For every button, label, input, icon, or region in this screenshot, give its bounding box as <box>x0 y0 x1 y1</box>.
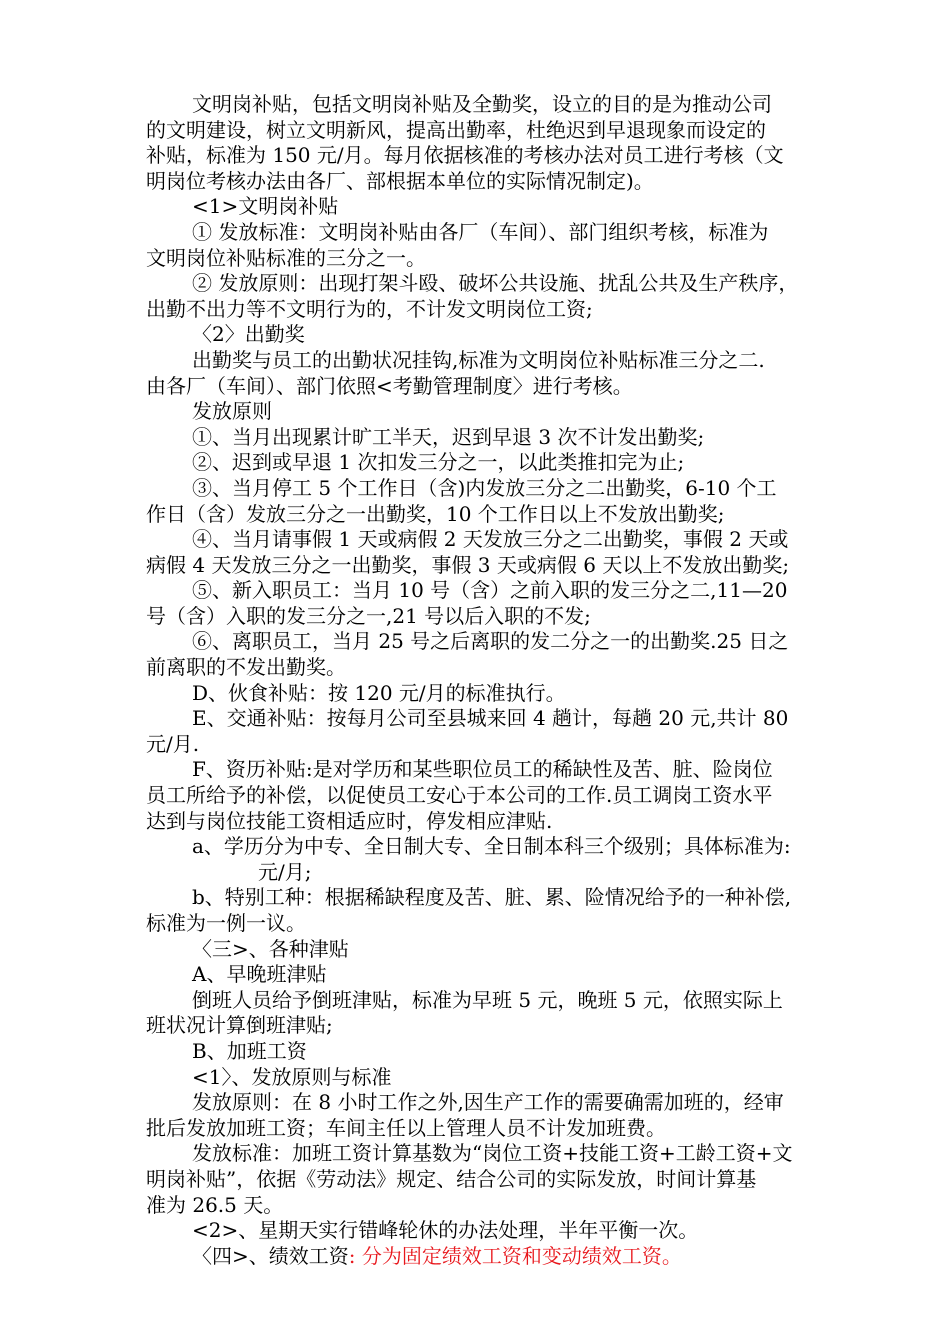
text-line: <2>、星期天实行错峰轮休的办法处理，半年平衡一次。 <box>192 1218 699 1243</box>
text-line: ⑥、离职员工，当月 25 号之后离职的发二分之一的出勤奖.25 日之 <box>192 629 789 654</box>
text-line: 达到与岗位技能工资相适应时，停发相应津贴. <box>146 808 553 833</box>
text-line: 〈2〉出勤奖 <box>192 322 305 347</box>
text-line: 元/月; <box>258 859 312 884</box>
text-line: ② 发放原则：出现打架斗殴、破坏公共设施、扰乱公共及生产秩序， <box>192 271 799 296</box>
text-line: 〈三>、各种津贴 <box>192 936 349 961</box>
text-line: A、早晚班津贴 <box>192 962 327 987</box>
text-line: 明岗位考核办法由各厂、部根据本单位的实际情况制定)。 <box>146 168 654 193</box>
performance-pay-highlight: : 分为固定绩效工资和变动绩效工资。 <box>348 1243 682 1268</box>
text-line: ④、当月请事假 1 天或病假 2 天发放三分之二出勤奖，事假 2 天或 <box>192 527 789 552</box>
text-line: ②、迟到或早退 1 次扣发三分之一，以此类推扣完为止; <box>192 450 685 475</box>
text-line: ⑤、新入职员工：当月 10 号（含）之前入职的发三分之二,11—20 <box>192 578 788 603</box>
text-line: <1〉、发放原则与标准 <box>192 1064 392 1089</box>
text-line: 班状况计算倒班津贴; <box>146 1013 333 1038</box>
text-line: ③、当月停工 5 个工作日（含)内发放三分之二出勤奖，6-10 个工 <box>192 475 777 500</box>
text-line: 的文明建设，树立文明新风，提高出勤率，杜绝迟到早退现象而设定的 <box>146 117 766 142</box>
text-line: <1>文明岗补贴 <box>192 194 339 219</box>
text-line: 倒班人员给予倒班津贴，标准为早班 5 元，晚班 5 元，依照实际上 <box>192 987 783 1012</box>
text-line: 病假 4 天发放三分之一出勤奖，事假 3 天或病假 6 天以上不发放出勤奖; <box>146 552 790 577</box>
text-line: B、加班工资 <box>192 1038 307 1063</box>
text-line: 文明岗位补贴标准的三分之一。 <box>146 245 426 270</box>
text-line: 出勤奖与员工的出勤状况挂钩,标准为文明岗位补贴标准三分之二. <box>192 347 765 372</box>
text-line: 发放原则 <box>192 399 272 424</box>
text-line: 出勤不出力等不文明行为的，不计发文明岗位工资; <box>146 296 593 321</box>
text-line: 发放标准：加班工资计算基数为“岗位工资+技能工资+工龄工资+文 <box>192 1141 793 1166</box>
text-line: ① 发放标准：文明岗补贴由各厂（车间）、部门组织考核，标准为 <box>192 219 769 244</box>
text-line: F、资历补贴:是对学历和某些职位员工的稀缺性及苦、脏、险岗位 <box>192 757 773 782</box>
text-line: 作日（含）发放三分之一出勤奖，10 个工作日以上不发放出勤奖; <box>146 501 725 526</box>
text-line: D、伙食补贴：按 120 元/月的标准执行。 <box>192 680 566 705</box>
text-line: 文明岗补贴，包括文明岗补贴及全勤奖，设立的目的是为推动公司 <box>192 92 772 116</box>
text-line: 批后发放加班工资；车间主任以上管理人员不计发加班费。 <box>146 1115 666 1140</box>
performance-pay-line <box>146 1244 862 1270</box>
text-line: 前离职的不发出勤奖。 <box>146 655 346 680</box>
text-line: 补贴，标准为 150 元/月。每月依据核准的考核办法对员工进行考核（文 <box>146 143 784 168</box>
text-line: 员工所给予的补偿，以促使员工安心于本公司的工作.员工调岗工资水平 <box>146 783 773 808</box>
text-line: E、交通补贴：按每月公司至县城来回 4 趟计，每趟 20 元,共计 80 <box>192 706 789 731</box>
text-line: b、特别工种：根据稀缺程度及苦、脏、累、险情况给予的一种补偿, <box>192 885 792 910</box>
performance-pay-heading: 〈四>、绩效工资 <box>192 1243 349 1268</box>
text-line: 准为 26.5 天。 <box>146 1192 284 1217</box>
text-line: ①、当月出现累计旷工半天，迟到早退 3 次不计发出勤奖; <box>192 424 705 449</box>
text-line: 由各厂（车间）、部门依照<考勤管理制度〉进行考核。 <box>146 373 633 398</box>
text-line: 元/月. <box>146 731 200 756</box>
document-body <box>146 92 862 1269</box>
text-line: 标准为一例一议。 <box>146 911 306 935</box>
text-line: 号（含）入职的发三分之一,21 号以后入职的不发; <box>146 603 591 628</box>
text-line: 发放原则：在 8 小时工作之外,因生产工作的需要确需加班的，经审 <box>192 1090 784 1115</box>
text-line: a、学历分为中专、全日制大专、全日制本科三个级别；具体标准为: <box>192 834 791 859</box>
text-line: 明岗补贴”，依据《劳动法》规定、结合公司的实际发放，时间计算基 <box>146 1166 757 1191</box>
